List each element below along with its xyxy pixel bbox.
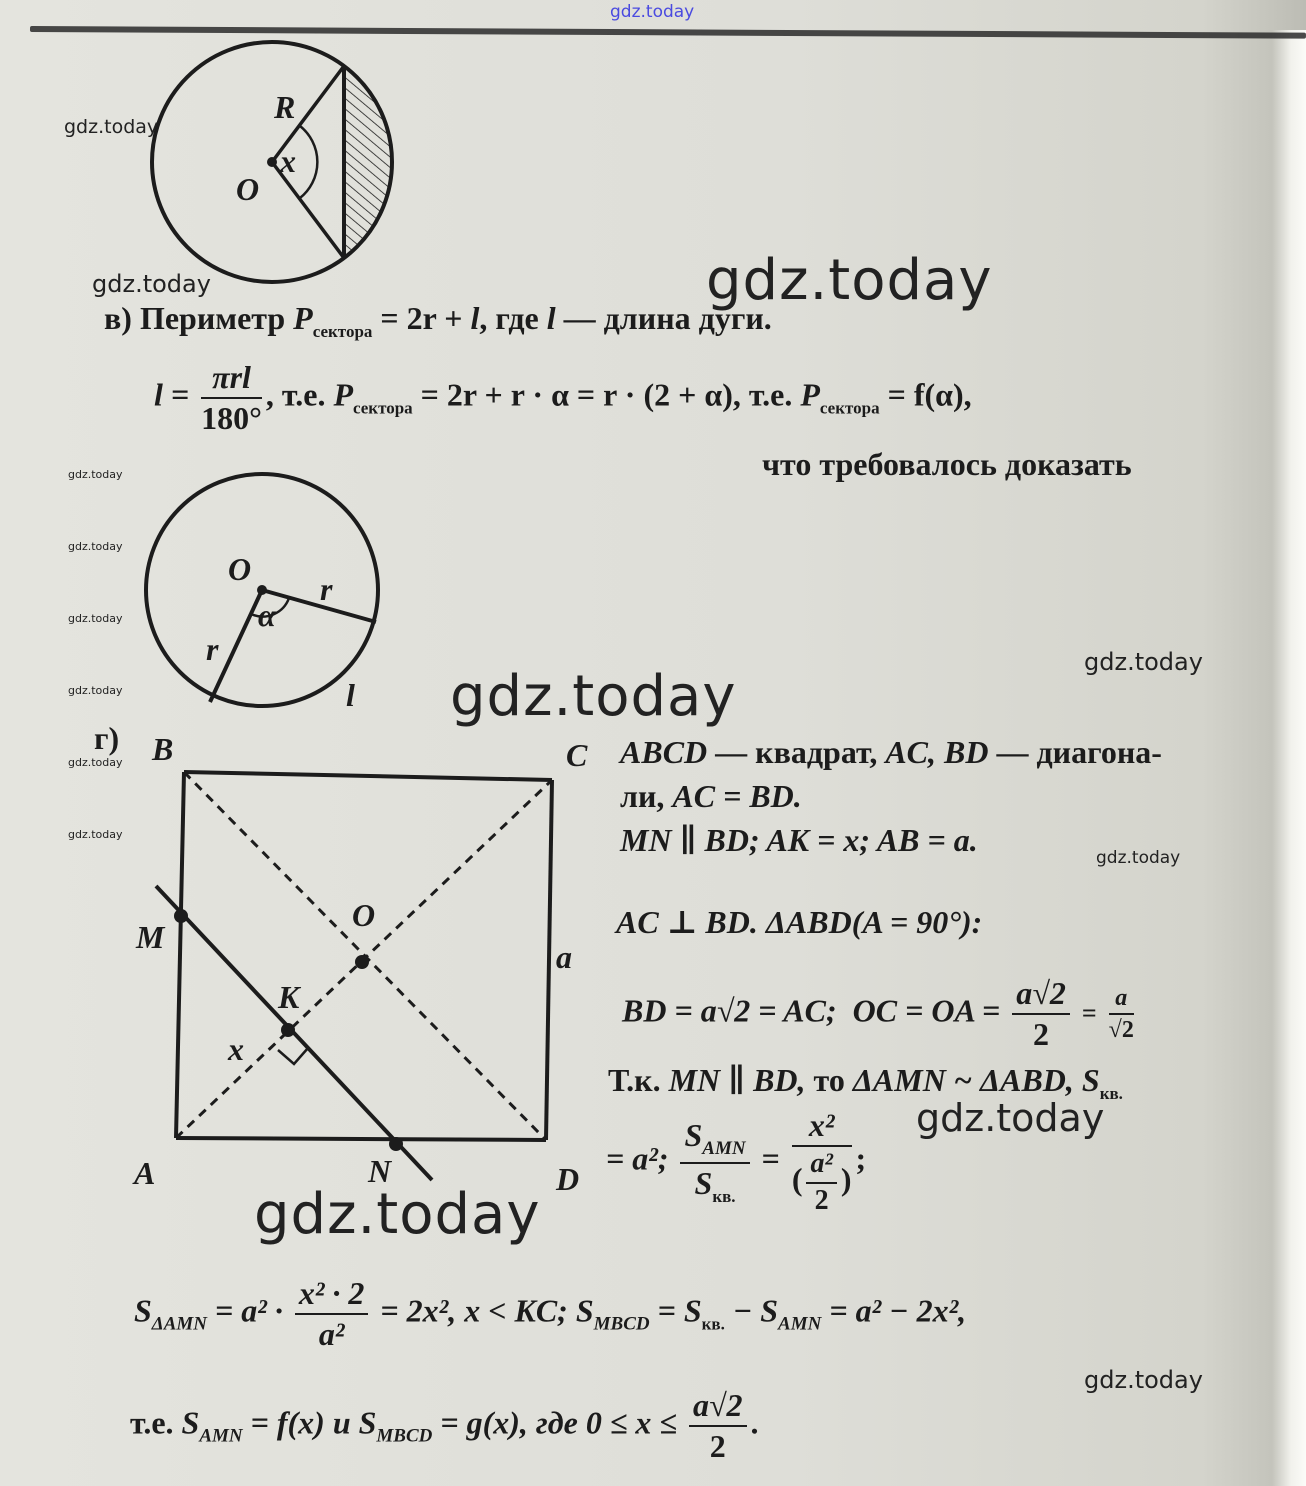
part-g-line4: AC ⊥ BD. ΔABD(A = 90°): — [616, 904, 983, 940]
part-v-line3: что требовалось доказать — [762, 446, 1132, 482]
watermark-tiny-5: gdz.today — [68, 756, 123, 769]
side-BC — [184, 772, 552, 780]
side-AB — [176, 772, 184, 1138]
point-N — [389, 1137, 403, 1151]
part-g-line7: = a²; $\frac{S_{AMN}}{S_{кв.}}$ = x² ( $\frac{\text{a²}}{2}$ ) ; — [606, 1107, 867, 1216]
point-K — [281, 1023, 295, 1037]
label-r-right: r — [320, 571, 333, 607]
watermark-2: gdz.today — [92, 270, 211, 298]
watermark-6: gdz.today — [1084, 1366, 1203, 1394]
part-g-line2: ли, AC = BD. — [620, 778, 802, 814]
part-g-line8: $S_{\Delta AMN} = a^2$ · $\frac{\text{x² · 2}}{\text{a²}}$ = 2x², x < KC; $S_{MBCD} = S_{кв.} - S_{AMN} = a^2 - 2x^2$, — [134, 1275, 967, 1353]
point-M — [174, 909, 188, 923]
label-O: O — [228, 551, 252, 587]
watermark-tiny-1: gdz.today — [68, 468, 123, 481]
watermark-tiny-2: gdz.today — [68, 540, 123, 553]
center-dot — [257, 585, 267, 595]
radius-right — [262, 590, 376, 622]
part-v-line1: в) Периметр $P_{сектора} = 2r + l$, где l — длина дуги. — [104, 300, 772, 341]
label-B: B — [152, 731, 174, 767]
label-x: x — [228, 1031, 244, 1067]
point-O — [355, 955, 369, 969]
label-O: O — [352, 897, 376, 933]
label-x: x — [280, 143, 296, 179]
watermark-big-3: gdz.today — [254, 1182, 541, 1247]
side-CD — [546, 780, 552, 1140]
figure-circle-sector — [138, 474, 398, 724]
part-g-line9: т.е. $S_{AMN} = f(x)$ и $S_{MBCD} = g(x)$, где 0 ≤ x ≤ $\frac{a√2}{2}$ . — [130, 1387, 759, 1465]
label-alpha: α — [258, 597, 276, 633]
watermark-big-1: gdz.today — [706, 248, 993, 313]
label-D: D — [556, 1161, 580, 1197]
side-AD — [176, 1138, 546, 1140]
part-g-line6: Т.к. MN ∥ BD, то ΔAMN ~ ΔABD, $S_{кв.}$ — [608, 1062, 1123, 1103]
right-angle-mark — [278, 1048, 308, 1064]
label-C: C — [566, 737, 588, 773]
part-g-line1: ABCD — квадрат, AC, BD — диагона- — [620, 734, 1162, 770]
watermark-5: gdz.today — [916, 1096, 1105, 1140]
hatched-segment — [344, 38, 404, 288]
center-dot — [267, 157, 277, 167]
label-O: O — [236, 171, 260, 207]
label-M: M — [136, 919, 165, 955]
angle-arc — [300, 126, 317, 198]
label-l: l — [346, 677, 355, 713]
label-K: K — [278, 979, 300, 1015]
watermark-tiny-3: gdz.today — [68, 612, 123, 625]
watermark-tiny-6: gdz.today — [68, 828, 123, 841]
part-g-line3: MN ∥ BD; AK = x; AB = a. — [620, 822, 978, 858]
label-r-lower: r — [206, 631, 219, 667]
watermark-1: gdz.today — [64, 116, 159, 138]
part-v-line2: l = $\frac{\text{πrl}}{180^\circ}$ , т.е. $P_{сектора} = 2r + r \cdot \alpha = r \cdot (2 + \alpha)$, т.е. $P_{сектора} = f(\alpha)$, — [154, 359, 972, 437]
watermark-tiny-4: gdz.today — [68, 684, 123, 697]
label-a: a — [556, 939, 572, 975]
part-g-line5: BD = a√2 = AC; OC = OA = $\frac{a√2}{2}$ = $\frac{a}{√2}$ — [622, 975, 1134, 1053]
part-g-marker: г) — [94, 720, 120, 756]
figure-circle-segment — [148, 38, 428, 298]
watermark-4: gdz.today — [1096, 848, 1181, 868]
watermark-big-2: gdz.today — [450, 664, 737, 729]
figure-square — [130, 731, 600, 1206]
watermark-3: gdz.today — [1084, 648, 1203, 676]
label-A: A — [134, 1155, 156, 1191]
page-right-edge — [1272, 30, 1306, 1486]
watermark-top: gdz.today — [610, 2, 695, 22]
label-N: N — [368, 1153, 392, 1189]
label-R: R — [274, 89, 296, 125]
